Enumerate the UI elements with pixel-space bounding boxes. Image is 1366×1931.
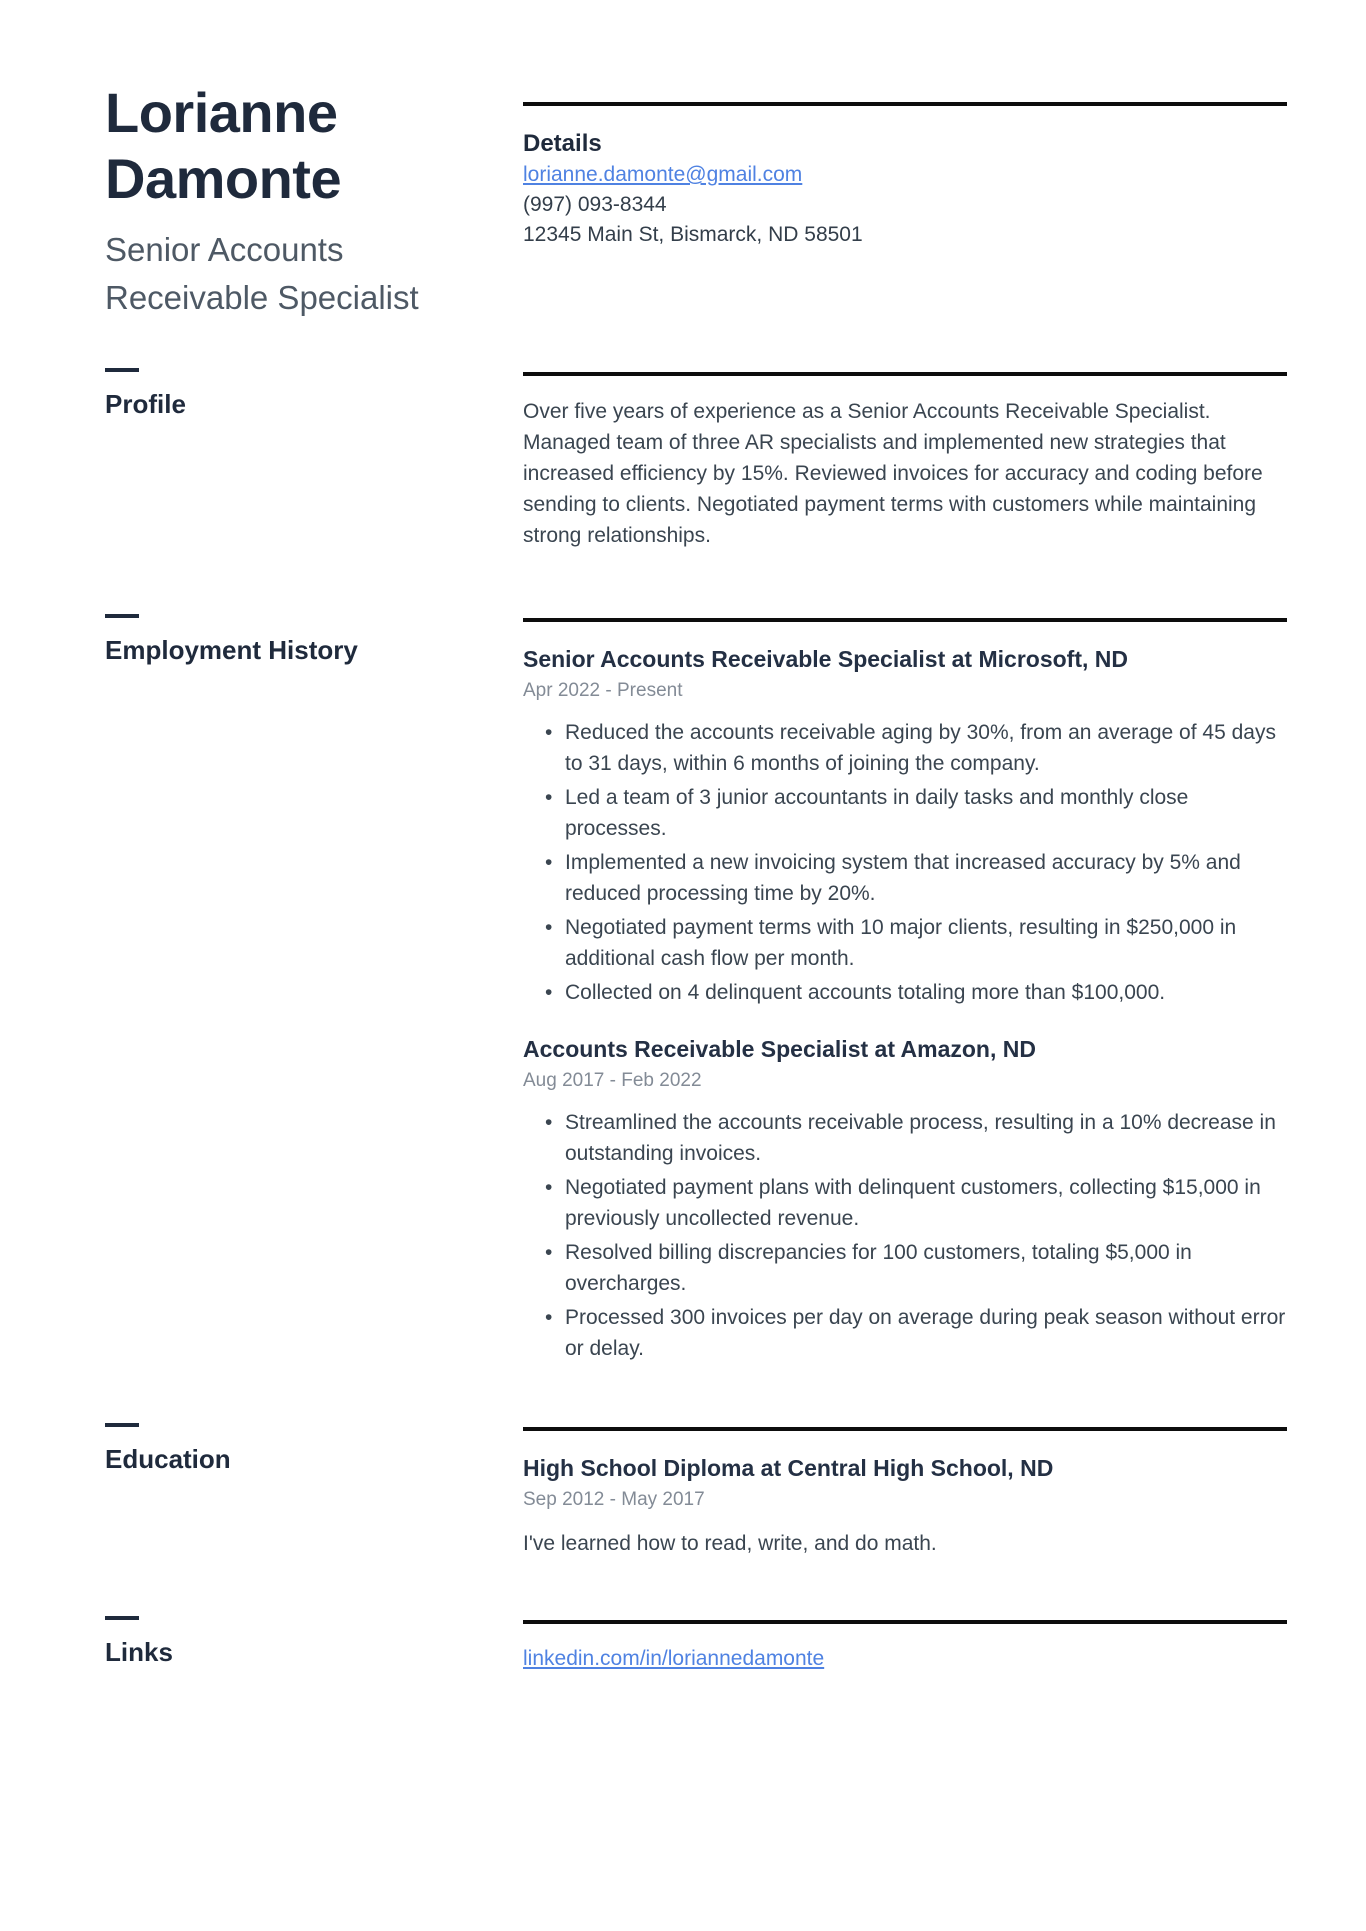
education-section bbox=[523, 1427, 1287, 1559]
employment-entry bbox=[523, 644, 1287, 1008]
linkedin-line bbox=[523, 1644, 1287, 1674]
email-link[interactable]: lorianne.damonte@gmail.com bbox=[523, 163, 803, 186]
education-dates: Sep 2012 - May 2017 bbox=[523, 1489, 705, 1510]
job-bullet: • Processed 300 invoices per day on average during peak season without error or delay. bbox=[523, 1302, 1287, 1364]
links-section bbox=[523, 1620, 1287, 1674]
section-rule bbox=[523, 1620, 1287, 1624]
sidebar-label-education: Education bbox=[105, 1444, 231, 1474]
job-title: Accounts Receivable Specialist at Amazon, ND bbox=[523, 1036, 1036, 1062]
section-rule bbox=[523, 372, 1287, 376]
details-section bbox=[523, 102, 1287, 250]
profile-text: Over five years of experience as a Senior Accounts Receivable Specialist. Managed team of three AR specialists and implemented new strategies that increased efficiency by 15%. Reviewed invoices for accuracy and coding before sending to clients. Negotiated payment terms with customers while maintaining strong relationships. bbox=[523, 400, 1263, 547]
job-bullet: • Led a team of 3 junior accountants in daily tasks and monthly close processes. bbox=[523, 782, 1287, 844]
section-rule bbox=[523, 1427, 1287, 1431]
job-title: Senior Accounts Receivable Specialist at Microsoft, ND bbox=[523, 646, 1128, 672]
job-bullet-list bbox=[523, 1107, 1287, 1364]
section-dash bbox=[105, 1423, 139, 1427]
job-bullet: • Reduced the accounts receivable aging by 30%, from an average of 45 days to 31 days, within 6 months of joining the company. bbox=[523, 717, 1287, 779]
candidate-name: Lorianne Damonte bbox=[105, 81, 342, 210]
sidebar-label-profile: Profile bbox=[105, 389, 186, 419]
section-dash bbox=[105, 1616, 139, 1620]
job-bullet: • Implemented a new invoicing system that increased accuracy by 5% and reduced processing time by 20%. bbox=[523, 847, 1287, 909]
employment-history-section bbox=[523, 618, 1287, 1367]
profile-section bbox=[523, 372, 1287, 551]
sidebar-item-education bbox=[105, 1423, 435, 1475]
sidebar-label-employment-history: Employment History bbox=[105, 635, 358, 665]
employment-entry bbox=[523, 1034, 1287, 1364]
sidebar-item-profile bbox=[105, 368, 435, 420]
sidebar-item-links bbox=[105, 1616, 435, 1668]
job-dates: Aug 2017 - Feb 2022 bbox=[523, 1070, 702, 1091]
sidebar-label-links: Links bbox=[105, 1637, 173, 1667]
job-bullet: • Negotiated payment terms with 10 major clients, resulting in $250,000 in additional cash flow per month. bbox=[523, 912, 1287, 974]
section-dash bbox=[105, 368, 139, 372]
job-bullet: • Negotiated payment plans with delinquent customers, collecting $15,000 in previously uncollected revenue. bbox=[523, 1172, 1287, 1234]
details-heading: Details bbox=[523, 130, 602, 157]
candidate-title: Senior Accounts Receivable Specialist bbox=[105, 231, 419, 316]
education-text: I've learned how to read, write, and do math. bbox=[523, 1532, 937, 1555]
section-dash bbox=[105, 614, 139, 618]
email-line bbox=[523, 160, 1287, 190]
section-rule bbox=[523, 102, 1287, 106]
education-title: High School Diploma at Central High School, ND bbox=[523, 1455, 1054, 1481]
section-rule bbox=[523, 618, 1287, 622]
linkedin-link[interactable]: linkedin.com/in/loriannedamonte bbox=[523, 1647, 825, 1670]
job-dates: Apr 2022 - Present bbox=[523, 680, 683, 701]
job-bullet: • Collected on 4 delinquent accounts totaling more than $100,000. bbox=[523, 977, 1287, 1008]
job-bullet-list bbox=[523, 717, 1287, 1008]
phone-line: (997) 093-8344 bbox=[523, 193, 667, 216]
job-bullet: • Streamlined the accounts receivable process, resulting in a 10% decrease in outstanding invoices. bbox=[523, 1107, 1287, 1169]
education-entry bbox=[523, 1453, 1287, 1559]
sidebar-item-employment-history bbox=[105, 614, 435, 666]
name-block bbox=[105, 80, 435, 322]
address-line: 12345 Main St, Bismarck, ND 58501 bbox=[523, 223, 863, 246]
job-bullet: • Resolved billing discrepancies for 100 customers, totaling $5,000 in overcharges. bbox=[523, 1237, 1287, 1299]
